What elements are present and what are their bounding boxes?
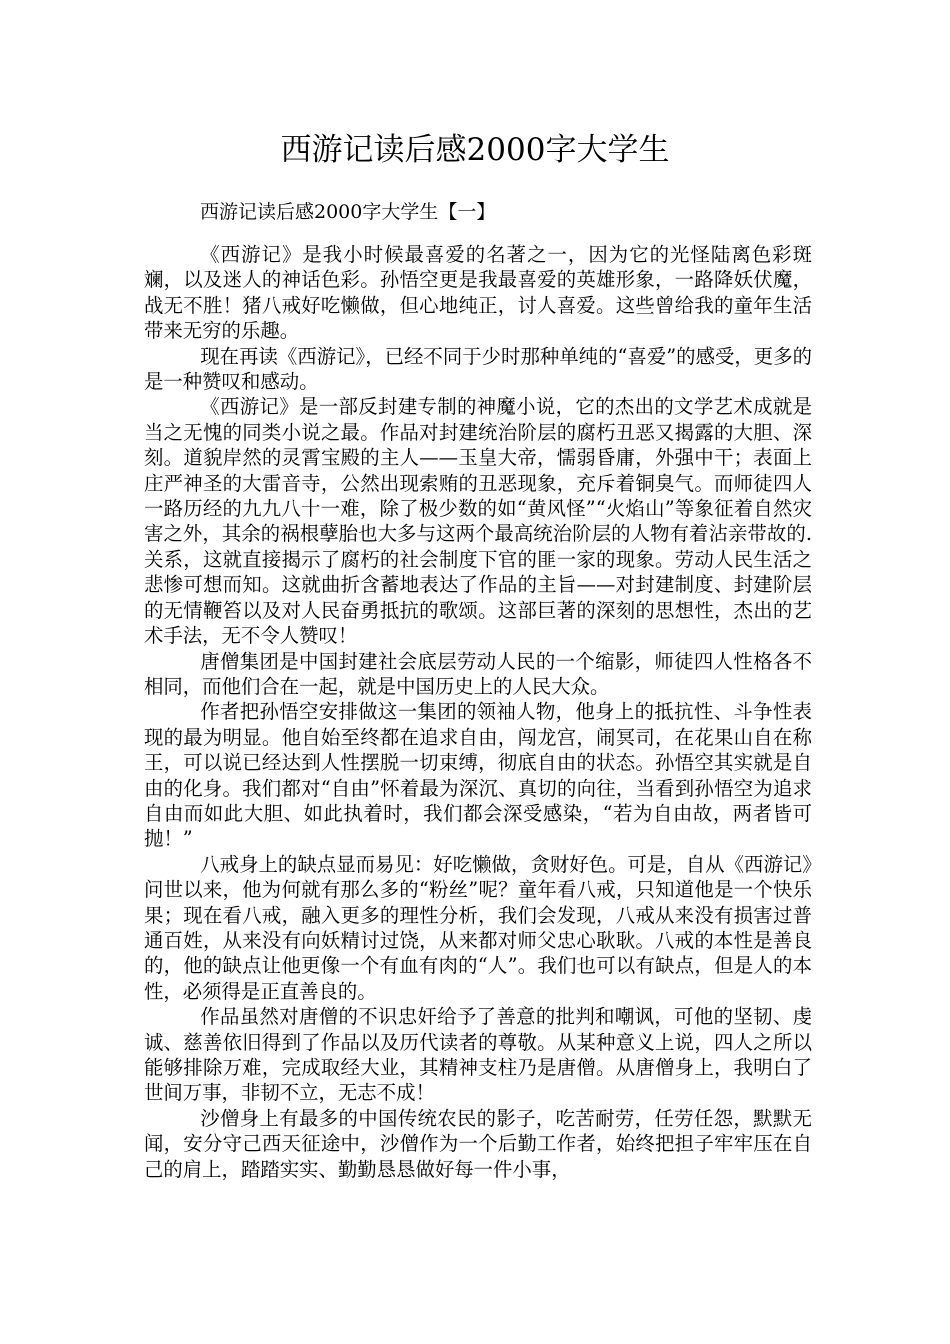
paragraph-6: 八戒身上的缺点显而易见：好吃懒做，贪财好色。可是，自从《西游记》问世以来，他为何就有那么多的“粉丝”呢？童年看八戒，只知道他是一个快乐果；现在看八戒，融入更多的理性分析，我们会发现，八戒从来没有损害过普通百姓，从来没有向妖精讨过饶，从来都对师父忠心耿耿。八戒的本性是善良的，他的缺点让他更像一个有血有肉的“人”。我们也可以有缺点，但是人的本性，必须得是正直善良的。 [144,852,812,1003]
paragraph-1: 《西游记》是我小时候最喜爱的名著之一，因为它的光怪陆离色彩斑斓，以及迷人的神话色彩。孙悟空更是我最喜爱的英雄形象，一路降妖伏魔，战无不胜！猪八戒好吃懒做，但心地纯正，讨人喜爱。这些曾给我的童年生活带来无穷的乐趣。 [144,243,812,343]
paragraph-2: 现在再读《西游记》，已经不同于少时那种单纯的“喜爱”的感受，更多的是一种赞叹和感动。 [144,344,812,394]
section-heading: 西游记读后感2000字大学生【一】 [200,201,496,223]
paragraph-8: 沙僧身上有最多的中国传统农民的影子，吃苦耐劳，任劳任怨，默默无闻，安分守己西天征途中，沙僧作为一个后勤工作者，始终把担子牢牢压在自己的肩上，踏踏实实、勤勤恳恳做好每一件小事， [144,1106,812,1181]
paragraph-4: 唐僧集团是中国封建社会底层劳动人民的一个缩影，师徒四人性格各不相同，而他们合在一起，就是中国历史上的人民大众。 [144,649,812,698]
paragraph-5: 作者把孙悟空安排做这一集团的领袖人物，他身上的抵抗性、斗争性表现的最为明显。他自始至终都在追求自由，闯龙宫，闹冥司，在花果山自在称王，可以说已经达到人性摆脱一切束缚，彻底自由的状态。孙悟空其实就是自由的化身。我们都对“自由”怀着最为深沉、真切的向往，当看到孙悟空为追求自由而如此大胆、如此执着时，我们都会深受感染，“若为自由故，两者皆可抛！” [144,700,812,851]
document-title: 西游记读后感2000字大学生 [280,132,670,168]
document-body [144,242,812,1182]
paragraph-3: 《西游记》是一部反封建专制的神魔小说，它的杰出的文学艺术成就是当之无愧的同类小说之最。作品对封建统治阶层的腐朽丑恶又揭露的大胆、深刻。道貌岸然的灵霄宝殿的主人——玉皇大帝，懦弱昏庸，外强中干；表面上庄严神圣的大雷音寺，公然出现索贿的丑恶现象，充斥着铜臭气。而师徒四人一路历经的九九八十一难，除了极少数的如“黄风怪”“火焰山”等象征着自然灾害之外，其余的祸根孽胎也大多与这两个最高统治阶层的人物有着沾亲带故的.关系，这就直接揭示了腐朽的社会制度下官的匪一家的现象。劳动人民生活之悲惨可想而知。这就曲折含蓄地表达了作品的主旨——对封建制度、封建阶层的无情鞭笞以及对人民奋勇抵抗的歌颂。这部巨著的深刻的思想性，杰出的艺术手法，无不令人赞叹！ [144,395,812,648]
paragraph-7: 作品虽然对唐僧的不识忠奸给予了善意的批判和嘲讽，可他的坚韧、虔诚、慈善依旧得到了作品以及历代读者的尊敬。从某种意义上说，四人之所以能够排除万难，完成取经大业，其精神支柱乃是唐僧。从唐僧身上，我明白了世间万事，非韧不立，无志不成！ [144,1005,812,1105]
